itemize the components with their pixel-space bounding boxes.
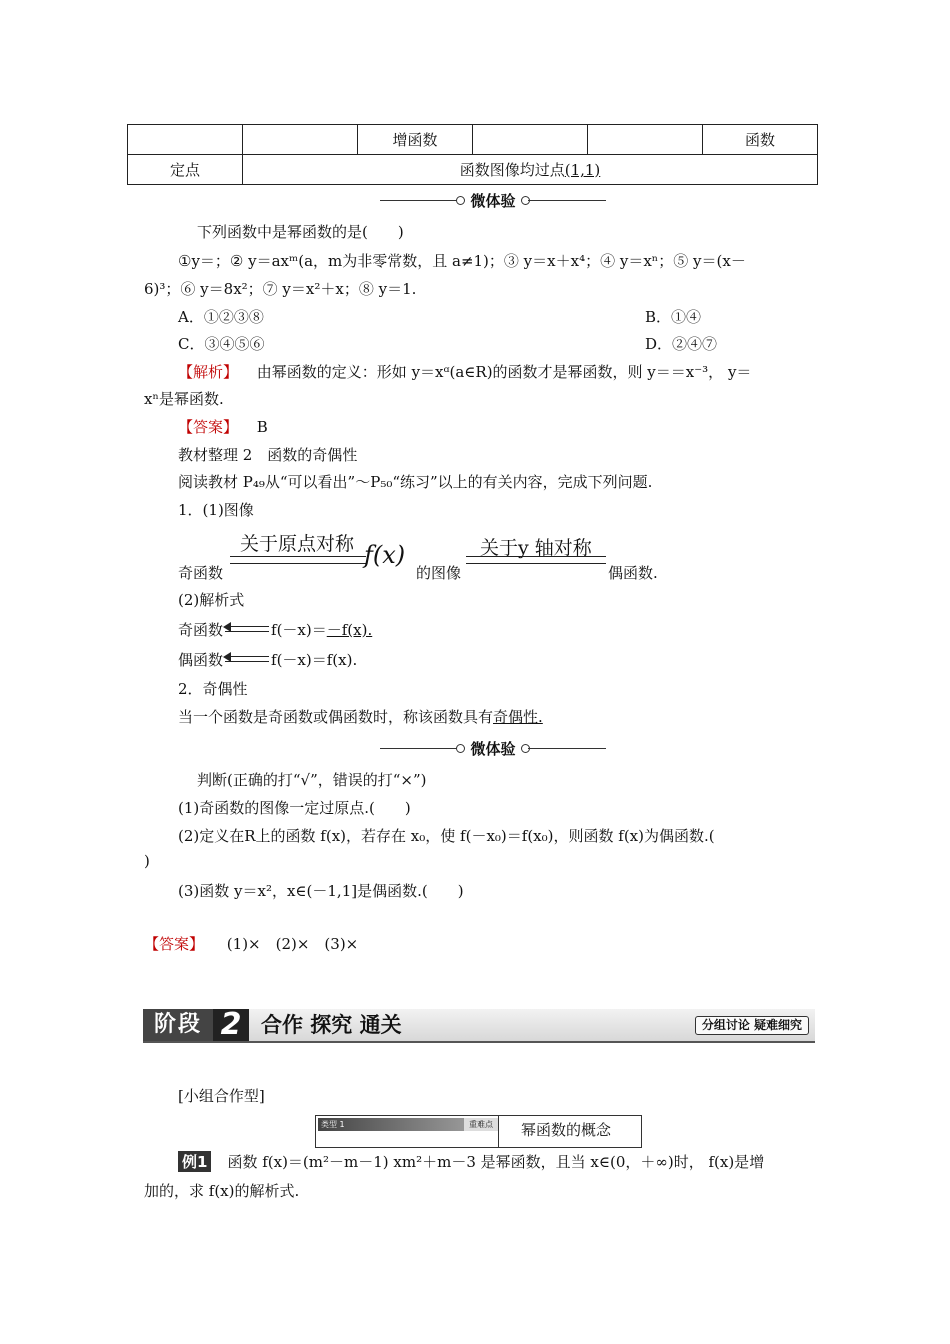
parity-definition bbox=[178, 706, 543, 727]
arrow-icon bbox=[225, 626, 269, 632]
divider-label: 微体验 bbox=[470, 192, 516, 210]
arrow-icon bbox=[225, 656, 269, 662]
stage-title: 合作 探究 通关 bbox=[261, 1013, 402, 1037]
type-tag: 重难点 bbox=[464, 1118, 498, 1131]
example-text: 加的，求 f(x)的解析式. bbox=[144, 1182, 300, 1200]
section-title: 教材整理 2 函数的奇偶性 bbox=[178, 446, 358, 464]
example-text: 函数 f(x)＝(m²－m－1) xm²＋m－3 是幂函数，且当 x∈(0，＋∞)时， f(x)是增 bbox=[227, 1153, 765, 1171]
odd-function-label: 奇函数 bbox=[178, 564, 224, 582]
table-cell: 定点 bbox=[128, 155, 243, 185]
even-expression-text: f(－x)＝f(x). bbox=[271, 651, 358, 669]
property-table bbox=[127, 124, 818, 185]
arrow-label-y-axis: 关于y 轴对称 bbox=[480, 537, 592, 559]
type-badge-label: 类型 1 bbox=[321, 1120, 345, 1129]
analysis-text: xⁿ是幂函数. bbox=[144, 390, 224, 408]
example-line bbox=[178, 1151, 764, 1172]
answer bbox=[178, 416, 268, 437]
judge-item: ) bbox=[144, 852, 150, 870]
example-badge: 例1 bbox=[178, 1151, 211, 1172]
judge-item: (1)奇函数的图像一定过原点.( ) bbox=[178, 799, 411, 817]
table-cell bbox=[473, 125, 588, 155]
item-heading: 1．(1)图像 bbox=[178, 501, 254, 519]
divider-label: 微体验 bbox=[470, 740, 516, 758]
odd-expression-label: 奇函数 bbox=[178, 621, 224, 639]
judge-item: (2)定义在R上的函数 f(x)，若存在 x₀，使 f(－x₀)＝f(x₀)，则函数 f(x)为偶函数.( bbox=[178, 827, 715, 845]
odd-expression-rhs: －f(x). bbox=[326, 621, 373, 639]
stage-tag: 分组讨论 疑难细究 bbox=[695, 1016, 809, 1035]
option-c: C．③④⑤⑥ bbox=[178, 335, 265, 353]
question-stem: 下列函数中是幂函数的是( ) bbox=[197, 223, 404, 241]
reading-instruction: 阅读教材 P₄₉从“可以看出”～P₅₀“练习”以上的有关内容，完成下列问题. bbox=[178, 473, 653, 491]
answer bbox=[144, 933, 358, 954]
table-row bbox=[128, 155, 818, 185]
table-row bbox=[128, 125, 818, 155]
even-expression bbox=[178, 649, 357, 670]
table-cell: 函数 bbox=[703, 125, 818, 155]
answer-label: 【答案】 bbox=[178, 418, 239, 436]
odd-expression bbox=[178, 619, 386, 640]
analysis-label: 【解析】 bbox=[178, 363, 239, 381]
stage-label: 阶段 bbox=[143, 1009, 213, 1041]
stage-banner bbox=[143, 1009, 815, 1043]
answer-text: B bbox=[256, 418, 268, 436]
judge-stem: 判断(正确的打“√”，错误的打“×”) bbox=[197, 771, 427, 789]
item-heading: 2．奇偶性 bbox=[178, 680, 248, 698]
option-a: A．①②③⑧ bbox=[178, 308, 264, 326]
section-divider bbox=[380, 738, 606, 758]
item-heading: (2)解析式 bbox=[178, 591, 245, 609]
fixed-point: (1,1) bbox=[564, 161, 601, 179]
answer-text: (1)× (2)× (3)× bbox=[226, 935, 359, 953]
fixed-point-text: 函数图像均过点 bbox=[459, 161, 565, 179]
table-cell: 增函数 bbox=[358, 125, 473, 155]
analysis-text: 由幂函数的定义：形如 y＝xᵅ(a∈R)的函数才是幂函数，则 y＝＝x⁻³， y＝ bbox=[256, 363, 752, 381]
question-line: 6)³；⑥ y＝8x²；⑦ y＝x²＋x；⑧ y＝1. bbox=[144, 280, 417, 298]
option-d: D．②④⑦ bbox=[645, 335, 718, 353]
judge-item: (3)函数 y＝x²，x∈(－1,1]是偶函数.( ) bbox=[178, 882, 464, 900]
option-b: B．①④ bbox=[645, 308, 702, 326]
arrow-label-origin: 关于原点对称 bbox=[240, 533, 355, 555]
table-cell bbox=[588, 125, 703, 155]
answer-label: 【答案】 bbox=[144, 935, 205, 953]
table-cell bbox=[128, 125, 243, 155]
group-type-label: [小组合作型] bbox=[178, 1087, 265, 1105]
parity-definition-text: 当一个函数是奇函数或偶函数时，称该函数具有 bbox=[178, 708, 494, 726]
even-function-label: 偶函数. bbox=[608, 564, 658, 582]
analysis bbox=[178, 361, 751, 382]
double-arrow bbox=[230, 556, 366, 564]
stage-number: 2 bbox=[213, 1009, 249, 1041]
double-arrow bbox=[466, 556, 606, 564]
of-image-label: 的图像 bbox=[416, 564, 462, 582]
table-cell bbox=[243, 155, 818, 185]
even-expression-label: 偶函数 bbox=[178, 651, 224, 669]
table-cell bbox=[243, 125, 358, 155]
odd-expression-lhs: f(－x)＝ bbox=[271, 621, 327, 639]
type-header bbox=[315, 1115, 642, 1148]
question-line: ①y＝；② y＝axᵐ(a，m为非零常数，且 a≠1)；③ y＝x＋x⁴；④ y＝xⁿ；⑤ y＝(x－ bbox=[178, 252, 746, 270]
type-name: 幂函数的概念 bbox=[521, 1121, 612, 1139]
parity-term: 奇偶性. bbox=[493, 708, 543, 726]
section-divider bbox=[380, 190, 606, 210]
fx-symbol: f(x) bbox=[364, 541, 406, 569]
